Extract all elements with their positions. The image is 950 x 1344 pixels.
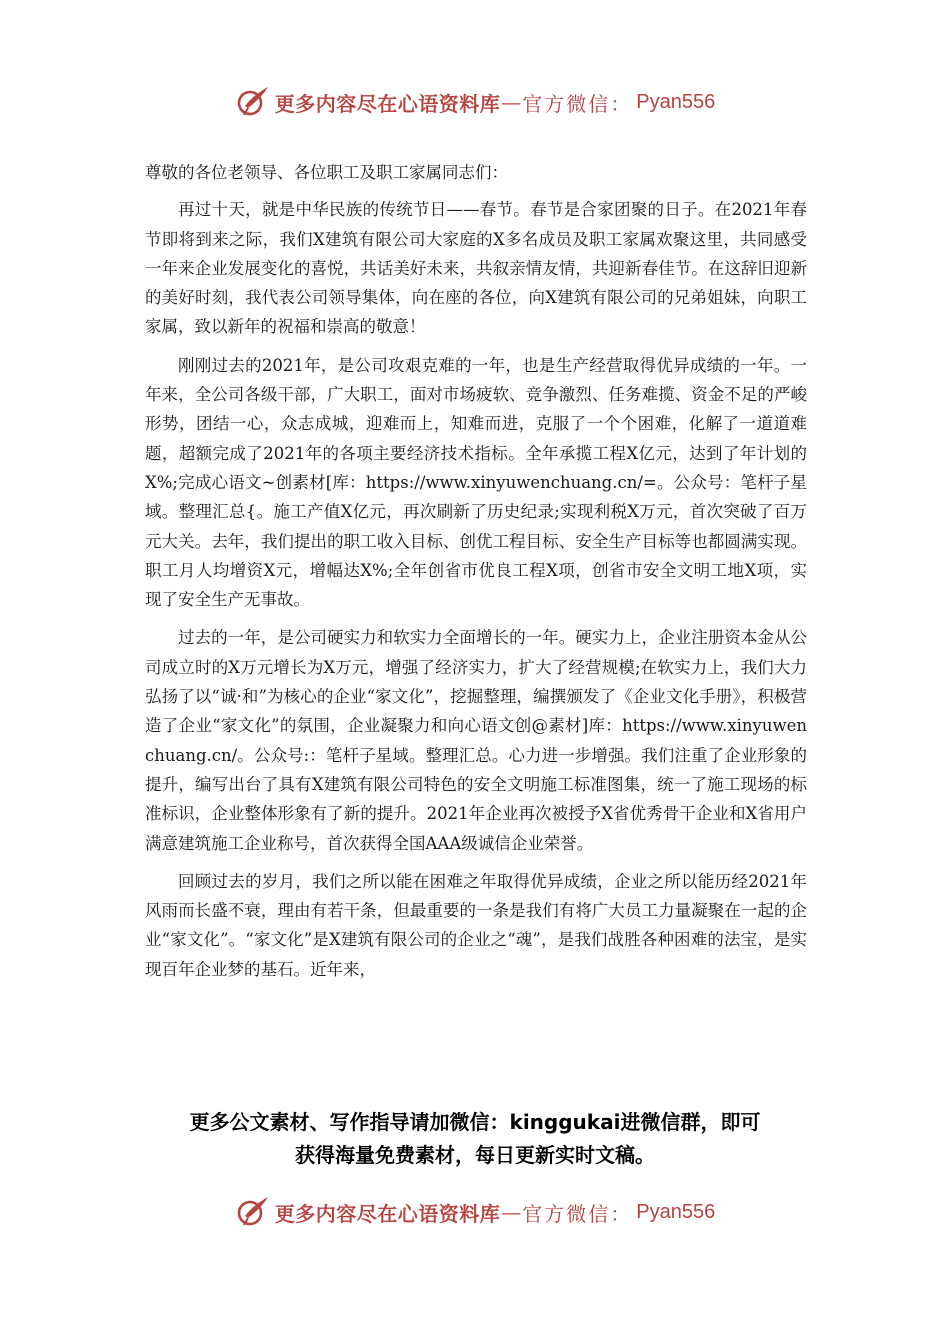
banner-wechat-id: Pyan556 <box>636 1200 716 1223</box>
banner-wechat-label: 官方微信： <box>522 91 633 116</box>
promo-line-2: 获得海量免费素材，每日更新实时文稿。 <box>295 1143 655 1167</box>
paragraph-3: 过去的一年，是公司硬实力和软实力全面增长的一年。硬实力上，企业注册资本金从公司成立时的X万元增长为X万元，增强了经济实力，扩大了经营规模;在软实力上，我们大力弘扬了以“诚·和”为核心的企业“家文化”，挖掘整理，编撰颁发了《企业文化手册》，积极营造了企业“家文化”的氛围，企业凝聚力和向心语文创@素材]库：https://www.xinyuwenchuang.cn/。公众号:：笔杆子星域。整理汇总。心力进一步增强。我们注重了企业形象的提升，编写出台了具有X建筑有限公司特色的安全文明施工标准图集，统一了施工现场的标准标识，企业整体形象有了新的提升。2021年企业再次被授予X省优秀骨干企业和X省用户满意建筑施工企业称号，首次获得全国AAA级诚信企业荣誉。 <box>145 628 807 853</box>
salutation: 尊敬的各位老领导、各位职工及职工家属同志们： <box>145 163 508 182</box>
banner-dash: — <box>501 90 522 114</box>
banner-brand-text: 更多内容尽在心语资料库 <box>274 1201 501 1226</box>
paragraph-4: 回顾过去的岁月，我们之所以能在困难之年取得优异成绩，企业之所以能历经2021年风雨而长盛不衰，理由有若干条，但最重要的一条是我们有将广大员工力量凝聚在一起的企业“家文化”。“家文化”是X建筑有限公司的企业之“魂”，是我们战胜各种困难的法宝，是实现百年企业梦的基石。近年来， <box>145 871 807 979</box>
promo-notice <box>120 1106 830 1172</box>
quill-logo-icon <box>235 84 271 120</box>
banner-dash: — <box>501 1200 522 1224</box>
banner-wechat-id: Pyan556 <box>636 90 716 113</box>
document-body <box>145 158 807 993</box>
paragraph-1: 再过十天，就是中华民族的传统节日——春节。春节是合家团聚的日子。在2021年春节即将到来之际，我们X建筑有限公司大家庭的X多名成员及职工家属欢聚这里，共同感受一年来企业发展变化的喜悦，共话美好未来，共叙亲情友情，共迎新春佳节。在这辞旧迎新的美好时刻，我代表公司领导集体，向在座的各位，向X建筑有限公司的兄弟姐妹，向职工家属，致以新年的祝福和崇高的敬意！ <box>145 200 807 337</box>
paragraph-2: 刚刚过去的2021年，是公司攻艰克难的一年，也是生产经营取得优异成绩的一年。一年来，全公司各级干部，广大职工，面对市场疲软、竞争激烈、任务难揽、资金不足的严峻形势，团结一心，众志成城，迎难而上，知难而进，克服了一个个困难，化解了一道道难题，超额完成了2021年的各项主要经济技术指标。全年承揽工程X亿元，达到了年计划的X%;完成心语文~创素材[库：https://www.xinyuwenchuang.cn/=。公众号：笔杆子星域。整理汇总{。施工产值X亿元，再次刷新了历史纪录;实现利税X万元，首次突破了百万元大关。去年，我们提出的职工收入目标、创优工程目标、安全生产目标等也都圆满实现。职工月人均增资X元，增幅达X%;全年创省市优良工程X项，创省市安全文明工地X项，实现了安全生产无事故。 <box>145 355 807 610</box>
quill-logo-icon <box>235 1194 271 1230</box>
banner-brand-text: 更多内容尽在心语资料库 <box>274 91 501 116</box>
header-banner <box>0 80 950 124</box>
promo-line-1: 更多公文素材、写作指导请加微信：kinggukai进微信群，即可 <box>189 1110 761 1134</box>
footer-banner <box>0 1190 950 1234</box>
banner-wechat-label: 官方微信： <box>522 1201 633 1226</box>
